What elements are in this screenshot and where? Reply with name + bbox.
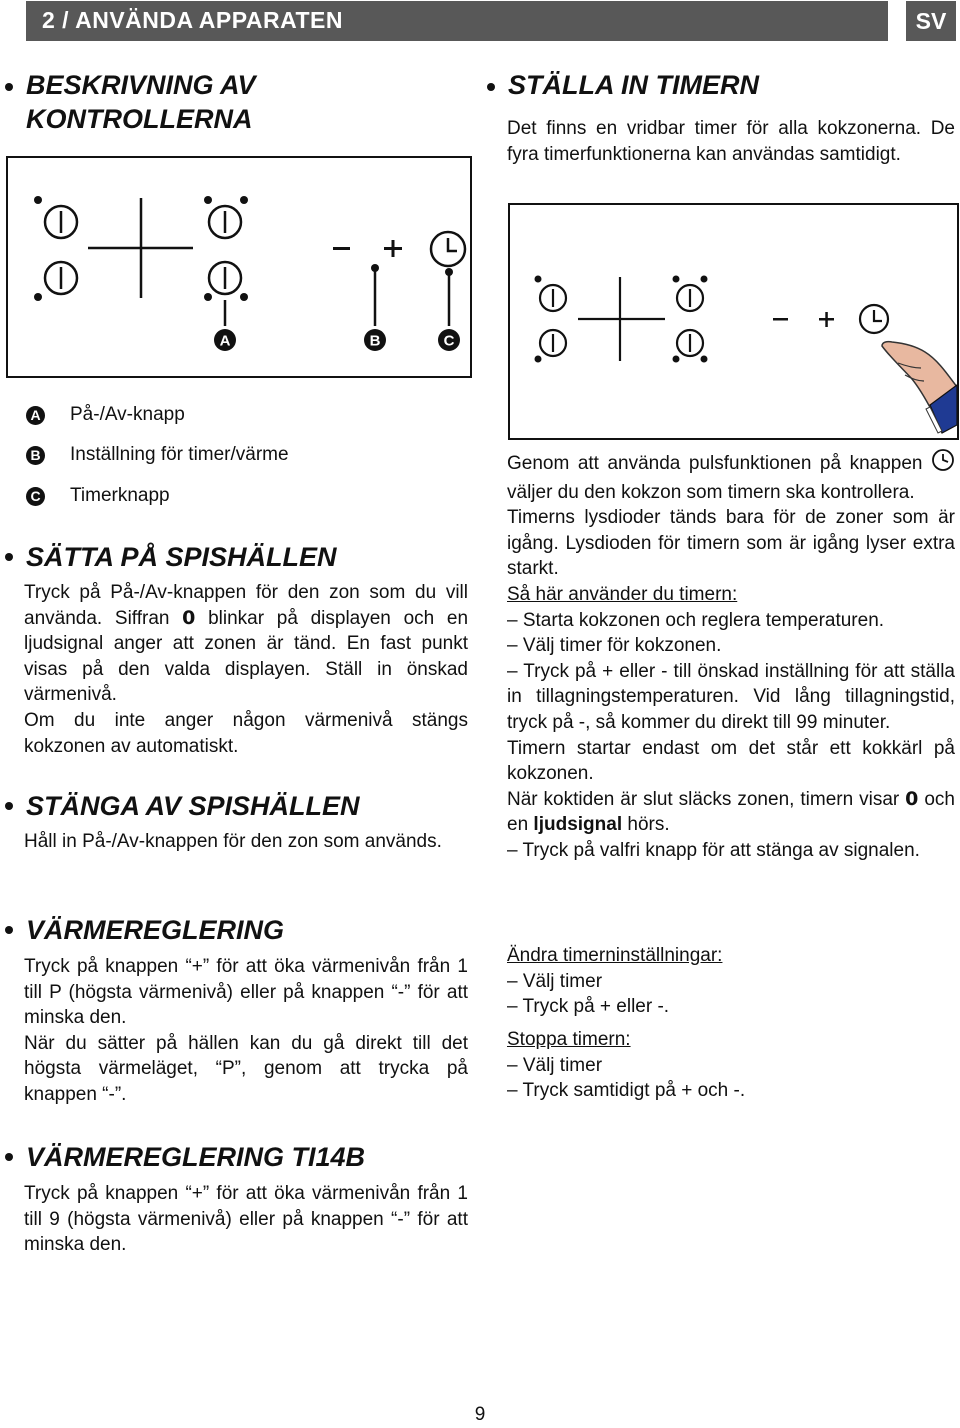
done-a: När koktiden är slut släcks zonen, timern visar: [507, 788, 900, 810]
satta-title: SÄTTA PÅ SPISHÄLLEN: [26, 542, 337, 572]
stop-step-1: – Välj timer: [507, 1054, 603, 1076]
timer-panel-diagram: [508, 203, 959, 440]
control-panel-diagram: [6, 156, 472, 378]
stop-step-2: – Tryck samtidigt på + och -.: [507, 1080, 746, 1102]
bullet: [5, 926, 13, 934]
satta-zero: 0: [182, 606, 196, 629]
varme-ti14b-title: VÄRMEREGLERING TI14B: [26, 1142, 366, 1172]
stop-signal-text: – Tryck på valfri knapp för att stänga av signalen.: [507, 839, 920, 861]
step-3: – Tryck på + eller - till önskad inställning för att ställa in tillagningstemperaturen. Vid lång tillagningstid, tryck på -, så kommer du direkt till 99 minuter.: [507, 660, 955, 733]
section-header: [26, 1, 888, 41]
change-title: Ändra timerninställningar:: [507, 945, 723, 966]
varme-p2: När du sätter på hällen kan du gå direkt till det högsta värmeläget, “P”, genom att trycka på knappen “-”.: [24, 1032, 468, 1105]
done-c: och en: [507, 788, 955, 836]
legend-item-a: [26, 404, 185, 428]
satta-p1d: blinkar på displayen och en ljudsignal anger att zonen är tänd. En fast punkt visas på den valda displayen. Ställ in önskad värmenivå.: [24, 607, 469, 706]
bullet: [487, 83, 495, 91]
step-1: – Starta kokzonen och reglera temperaturen.: [507, 609, 885, 631]
satta-text: [24, 580, 468, 759]
howto-title: Så här använder du timern:: [507, 583, 738, 605]
stop-section: [507, 1027, 955, 1104]
bullet: [5, 553, 13, 561]
bullet: [5, 802, 13, 810]
callout-b: B: [369, 332, 381, 350]
legend-item-b: [26, 444, 289, 468]
legend-item-c: [26, 485, 170, 509]
step-2: – Välj timer för kokzonen.: [507, 635, 722, 657]
legend-text-b: Inställning för timer/värme: [70, 444, 289, 465]
clock-icon: [931, 448, 955, 480]
varme-p1: Tryck på knappen “+” för att öka värmenivån från 1 till P (högsta värmenivå) eller på knappen “-” för att minska den.: [24, 956, 468, 1029]
legend-key-c: C: [26, 487, 45, 506]
legend-key-b: B: [26, 446, 45, 465]
legend-key-a: A: [26, 406, 45, 425]
legend-text-c: Timerknapp: [70, 485, 170, 506]
change-section: [507, 943, 955, 1020]
callout-a: A: [219, 332, 231, 350]
callout-c: C: [443, 332, 455, 350]
language-badge: SV: [906, 1, 956, 41]
varme-ti14b-text: Tryck på knappen “+” för att öka värmenivån från 1 till 9 (högsta värmenivå) eller på knappen “-” för att minska den.: [24, 1183, 468, 1256]
timer-body: [507, 448, 955, 864]
legend-text-a: På-/Av-knapp: [70, 404, 185, 425]
change-step-1: – Välj timer: [507, 970, 603, 992]
section-title: 2 / ANVÄNDA APPARATEN: [42, 7, 343, 33]
controls-title: [26, 68, 256, 136]
stop-title: Stoppa timern:: [507, 1029, 631, 1050]
bullet: [5, 1153, 13, 1161]
page-number: 9: [474, 1404, 486, 1425]
varme-title: VÄRMEREGLERING: [26, 915, 285, 945]
controls-title-line2: KONTROLLERNA: [26, 104, 253, 134]
pulse-text-a: Genom att använda pulsfunktionen på knappen: [507, 452, 923, 474]
leds-text: Timerns lysdioder tänds bara för de zoner som är igång. Lysdioden för timern som är igång lyser extra starkt.: [507, 507, 955, 580]
timer-intro: Det finns en vridbar timer för alla kokzonerna. De fyra timerfunktionerna kan användas samtidigt.: [507, 118, 955, 165]
hand-illustration: [882, 342, 957, 433]
bullet: [5, 83, 13, 91]
controls-title-line1: BESKRIVNING AV: [26, 70, 256, 100]
pulse-text-b: väljer du den kokzon som timern ska kontrollera.: [507, 481, 915, 503]
starts-text: Timern startar endast om det står ett kokkärl på kokzonen.: [507, 737, 955, 785]
control-panel-drawing: [8, 158, 470, 376]
done-signal: ljudsignal: [533, 814, 623, 836]
satta-p1b: Siffran: [114, 607, 170, 629]
timer-title: STÄLLA IN TIMERN: [508, 70, 759, 100]
done-zero: 0: [905, 787, 919, 810]
stanga-title: STÄNGA AV SPISHÄLLEN: [26, 791, 360, 821]
varme-text: [24, 954, 468, 1108]
timer-panel-drawing: [510, 205, 957, 438]
satta-p1: Tryck på På-/Av-knappen för den zon som du vill använda.: [24, 582, 468, 629]
stanga-text: Håll in På-/Av-knappen för den zon som används.: [24, 831, 442, 852]
change-step-2: – Tryck på + eller -.: [507, 996, 670, 1018]
satta-p2: Om du inte anger någon värmenivå stängs kokzonen av automatiskt.: [24, 709, 468, 757]
done-e: hörs.: [627, 814, 670, 836]
